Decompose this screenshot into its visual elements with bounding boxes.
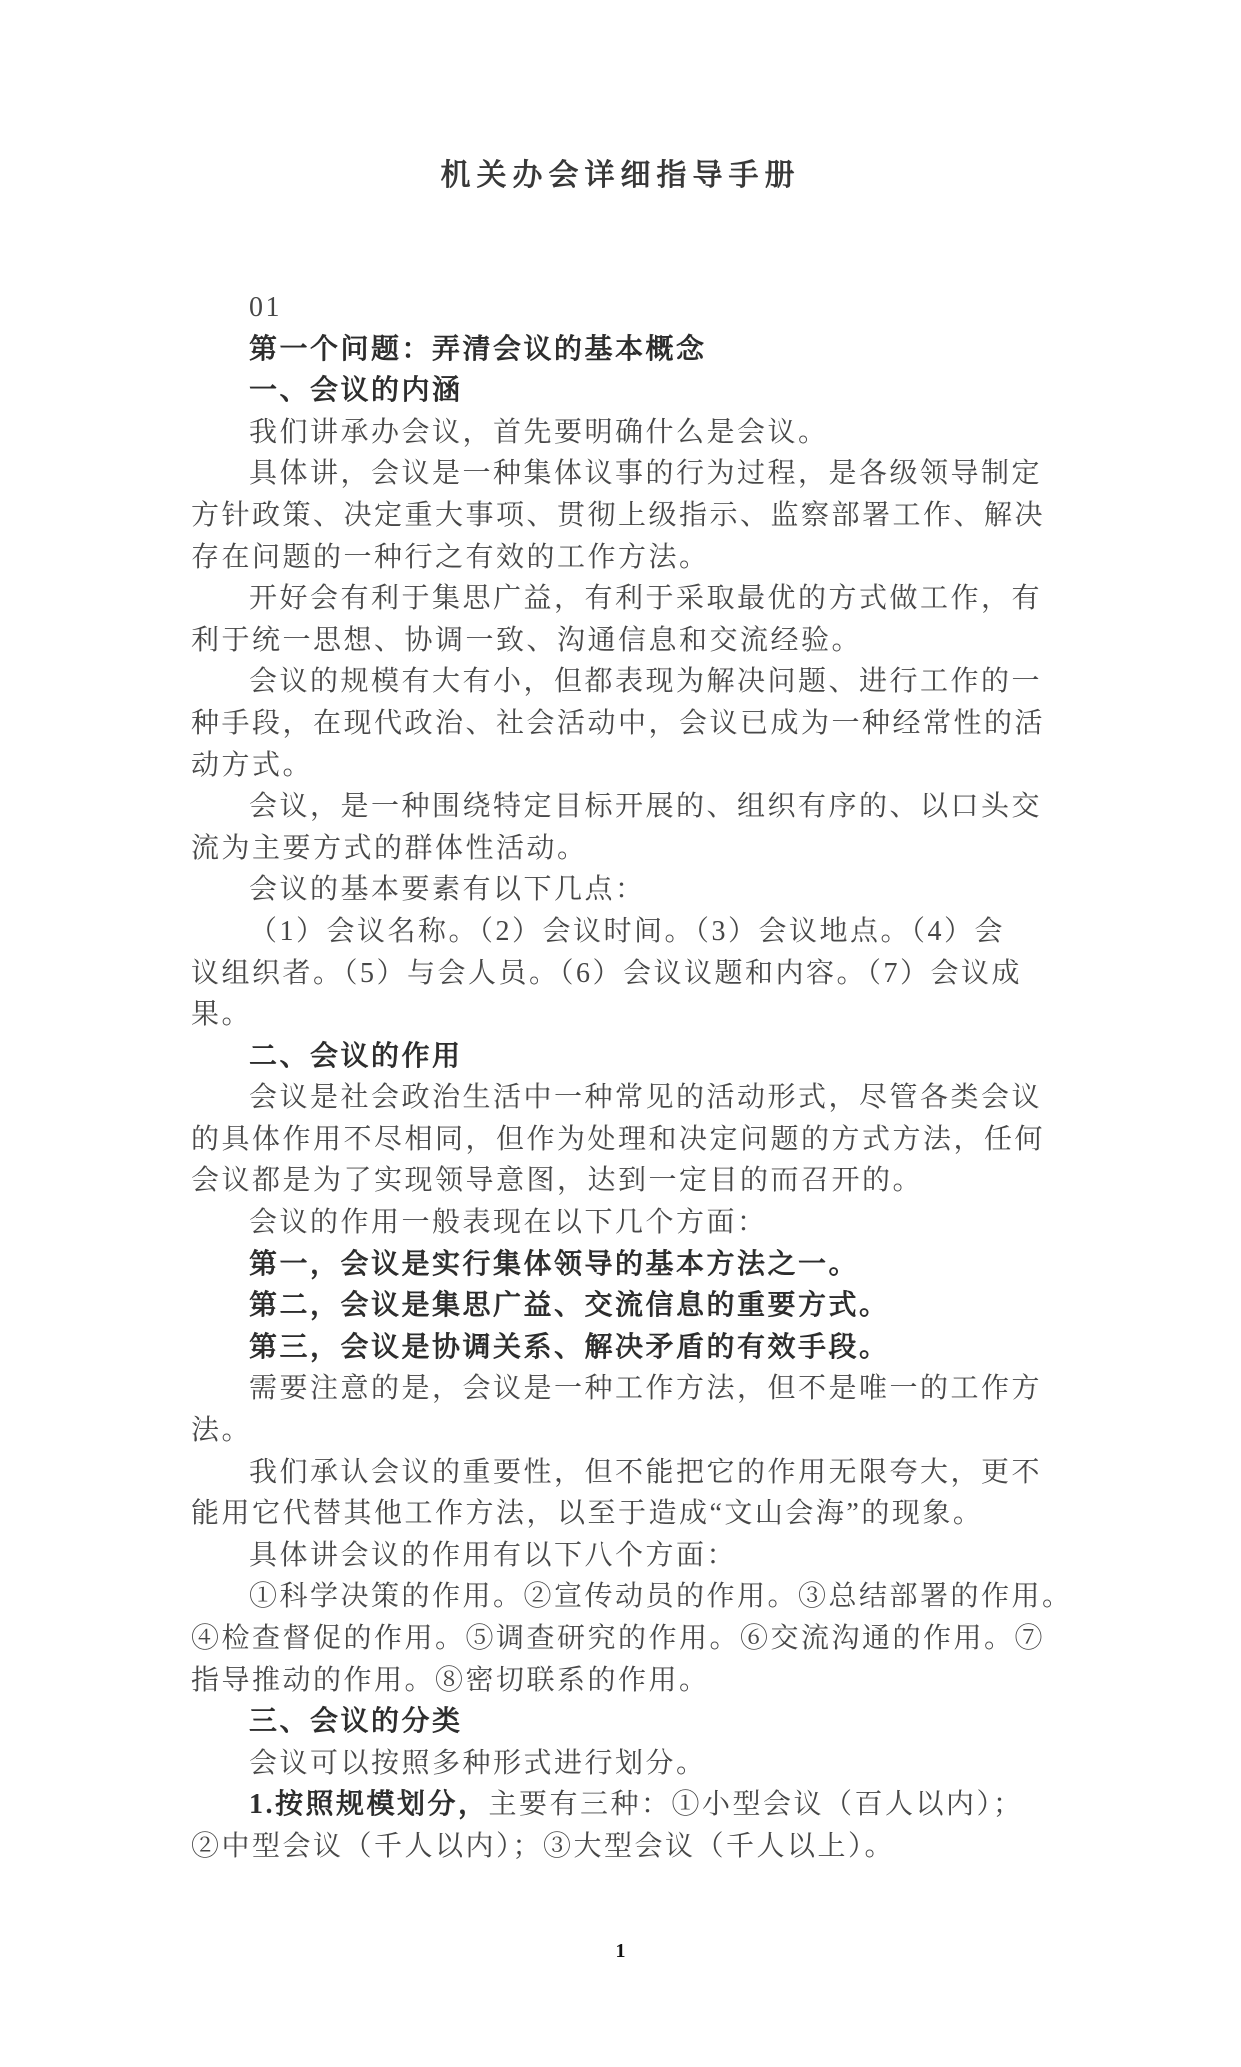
text-segment: 第二，会议是集思广益、交流信息的重要方式。: [249, 1290, 890, 1322]
text-line: [191, 1452, 1049, 1494]
text-segment: 会议都是为了实现领导意图，达到一定目的而召开的。: [191, 1165, 924, 1197]
text-segment: 我们讲承办会议，首先要明确什么是会议。: [249, 416, 829, 448]
text-segment: 会议可以按照多种形式进行划分。: [249, 1747, 707, 1779]
text-line: [191, 578, 1049, 620]
text-line: [191, 911, 1049, 953]
text-segment: 一、会议的内涵: [249, 375, 463, 407]
text-segment: （1）会议名称。（2）会议时间。（3）会议地点。（4）会: [249, 915, 1006, 947]
text-line: [191, 869, 1049, 911]
text-line: [191, 1535, 1049, 1577]
text-line: [191, 1327, 1049, 1369]
text-segment: 能用它代替其他工作方法，以至于造成“文山会海”的现象。: [191, 1498, 984, 1530]
text-line: [191, 1285, 1049, 1327]
text-segment: 存在问题的一种行之有效的工作方法。: [191, 541, 710, 573]
text-segment: 三、会议的分类: [249, 1706, 463, 1738]
text-segment: 会议的基本要素有以下几点：: [249, 874, 646, 906]
text-segment: ②中型会议（千人以内）；③大型会议（千人以上）。: [191, 1830, 896, 1862]
text-segment: 需要注意的是，会议是一种工作方法，但不是唯一的工作方: [249, 1373, 1043, 1405]
text-line: [191, 1160, 1049, 1202]
text-line: [191, 786, 1049, 828]
text-segment: 议组织者。（5）与会人员。（6）会议议题和内容。（7）会议成: [191, 957, 1023, 989]
text-line: [191, 953, 1049, 995]
text-segment: 01: [249, 292, 282, 323]
text-line: [191, 1826, 1049, 1868]
text-segment: 指导推动的作用。⑧密切联系的作用。: [191, 1664, 710, 1696]
text-segment: 利于统一思想、协调一致、沟通信息和交流经验。: [191, 624, 863, 656]
document-body: [191, 287, 1073, 1868]
text-line: [191, 1119, 1049, 1161]
text-segment: 我们承认会议的重要性，但不能把它的作用无限夸大，更不: [249, 1456, 1043, 1488]
text-segment: ①科学决策的作用。②宣传动员的作用。③总结部署的作用。: [249, 1581, 1073, 1613]
text-segment: 法。: [191, 1415, 253, 1447]
text-segment: 二、会议的作用: [249, 1040, 463, 1072]
text-segment: 方针政策、决定重大事项、贯彻上级指示、监察部署工作、解决: [191, 499, 1046, 531]
text-segment: 果。: [191, 999, 253, 1031]
text-line: [191, 620, 1049, 662]
text-line: [191, 745, 1049, 787]
text-segment: 第三，会议是协调关系、解决矛盾的有效手段。: [249, 1331, 890, 1363]
text-segment: 流为主要方式的群体性活动。: [191, 832, 588, 864]
text-segment: 的具体作用不尽相同，但作为处理和决定问题的方式方法，任何: [191, 1123, 1046, 1155]
text-line: [191, 1660, 1049, 1702]
text-line: [191, 1493, 1049, 1535]
text-line: [191, 1784, 1049, 1826]
text-line: [191, 1036, 1049, 1078]
text-segment: 具体讲会议的作用有以下八个方面：: [249, 1539, 738, 1571]
text-line: [191, 453, 1049, 495]
text-line: [191, 828, 1049, 870]
text-segment: 会议，是一种围绕特定目标开展的、组织有序的、以口头交: [249, 791, 1043, 823]
text-line: [191, 661, 1049, 703]
text-line: [191, 537, 1049, 579]
text-line: [191, 1743, 1049, 1785]
text-line: [191, 1077, 1049, 1119]
text-segment: 主要有三种：①小型会议（百人以内）；: [488, 1789, 1024, 1821]
text-segment: 会议的规模有大有小，但都表现为解决问题、进行工作的一: [249, 666, 1043, 698]
text-line: [191, 287, 1049, 329]
text-segment: 第一，会议是实行集体领导的基本方法之一。: [249, 1248, 860, 1280]
page-number: 1: [615, 1940, 626, 1962]
text-line: [191, 1368, 1049, 1410]
text-line: [191, 1202, 1049, 1244]
text-line: [191, 1410, 1049, 1452]
text-line: [191, 412, 1049, 454]
text-line: [191, 370, 1049, 412]
text-segment: 会议的作用一般表现在以下几个方面：: [249, 1207, 768, 1239]
text-line: [191, 994, 1049, 1036]
text-line: [191, 329, 1049, 371]
page-title: 机关办会详细指导手册: [440, 159, 801, 192]
text-segment: ④检查督促的作用。⑤调查研究的作用。⑥交流沟通的作用。⑦: [191, 1623, 1046, 1654]
text-segment: 开好会有利于集思广益，有利于采取最优的方式做工作，有: [249, 583, 1043, 615]
text-segment: 第一个问题：弄清会议的基本概念: [249, 333, 707, 365]
text-line: [191, 495, 1049, 537]
text-line: [191, 703, 1049, 745]
text-line: [191, 1618, 1049, 1660]
text-line: [191, 1244, 1049, 1286]
text-segment: 会议是社会政治生活中一种常见的活动形式，尽管各类会议: [249, 1082, 1043, 1114]
text-line: [191, 1701, 1049, 1743]
text-segment: 1.按照规模划分，: [249, 1789, 489, 1821]
text-line: [191, 1576, 1073, 1618]
text-segment: 具体讲，会议是一种集体议事的行为过程，是各级领导制定: [249, 458, 1043, 490]
text-segment: 动方式。: [191, 749, 314, 781]
text-segment: 种手段，在现代政治、社会活动中，会议已成为一种经常性的活: [191, 707, 1046, 739]
